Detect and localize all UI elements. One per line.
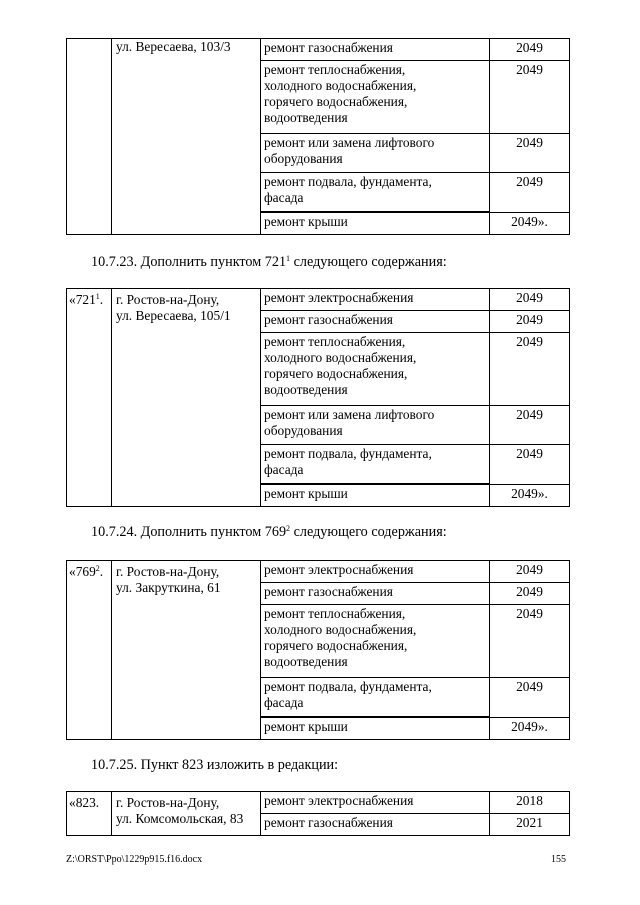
year-cell: 2049 — [490, 445, 570, 485]
work-cell: ремонт теплоснабжения, холодного водоснабжения, горячего водоснабжения, водоотведения — [261, 605, 490, 678]
address-cell: г. Ростов-на-Дону, ул. Закруткина, 61 — [112, 561, 261, 740]
year-cell: 2049 — [490, 605, 570, 678]
year-cell: 2049 — [490, 561, 570, 583]
year-cell: 2049 — [490, 39, 570, 61]
item-number-cell: «823. — [67, 792, 112, 836]
work-cell: ремонт электроснабжения — [261, 561, 490, 583]
work-cell: ремонт или замена лифтового оборудования — [261, 134, 490, 173]
work-cell: ремонт теплоснабжения, холодного водоснабжения, горячего водоснабжения, водоотведения — [261, 333, 490, 406]
year-cell: 2049 — [490, 311, 570, 333]
works-table-continuation — [66, 38, 570, 235]
work-cell: ремонт подвала, фундамента, фасада — [261, 445, 490, 485]
work-cell: ремонт газоснабжения — [261, 814, 490, 836]
work-cell: ремонт электроснабжения — [261, 289, 490, 311]
year-cell: 2049 — [490, 173, 570, 213]
year-cell: 2049». — [490, 484, 570, 507]
year-cell: 2018 — [490, 792, 570, 814]
work-cell: ремонт крыши — [261, 484, 490, 507]
page-number: 155 — [551, 854, 566, 865]
year-cell: 2049 — [490, 333, 570, 406]
year-cell: 2049 — [490, 406, 570, 445]
address-cell: г. Ростов-на-Дону, ул. Вересаева, 105/1 — [112, 289, 261, 507]
item-number-cell: «$769^2$. — [67, 561, 112, 740]
work-cell: ремонт крыши — [261, 717, 490, 740]
year-cell: 2049 — [490, 289, 570, 311]
work-cell: ремонт крыши — [261, 212, 490, 235]
year-cell: 2021 — [490, 814, 570, 836]
item-number-cell — [67, 39, 112, 235]
paragraph-heading: 10.7.23. Дополнить пунктом $721^1$ следующего содержания: — [91, 254, 447, 270]
work-cell: ремонт газоснабжения — [261, 39, 490, 61]
work-cell: ремонт подвала, фундамента, фасада — [261, 173, 490, 213]
work-cell: ремонт газоснабжения — [261, 583, 490, 605]
year-cell: 2049 — [490, 134, 570, 173]
works-table-721-1 — [66, 288, 570, 507]
works-table-823 — [66, 791, 570, 836]
year-cell: 2049 — [490, 678, 570, 718]
year-cell: 2049». — [490, 212, 570, 235]
address-cell: ул. Вересаева, 103/3 — [112, 39, 261, 235]
work-cell: ремонт теплоснабжения, холодного водоснабжения, горячего водоснабжения, водоотведения — [261, 61, 490, 134]
works-table-769-2 — [66, 560, 570, 740]
address-cell: г. Ростов-на-Дону, ул. Комсомольская, 83 — [112, 792, 261, 836]
year-cell: 2049». — [490, 717, 570, 740]
paragraph-heading: 10.7.24. Дополнить пунктом $769^2$ следующего содержания: — [91, 524, 447, 540]
year-cell: 2049 — [490, 583, 570, 605]
work-cell: ремонт газоснабжения — [261, 311, 490, 333]
work-cell: ремонт электроснабжения — [261, 792, 490, 814]
work-cell: ремонт подвала, фундамента, фасада — [261, 678, 490, 718]
year-cell: 2049 — [490, 61, 570, 134]
footer-file-path: Z:\ORST\Ppo\1229p915.f16.docx — [66, 854, 203, 865]
item-number-cell: «$721^1$. — [67, 289, 112, 507]
work-cell: ремонт или замена лифтового оборудования — [261, 406, 490, 445]
paragraph-heading: 10.7.25. Пункт 823 изложить в редакции: — [91, 757, 339, 773]
